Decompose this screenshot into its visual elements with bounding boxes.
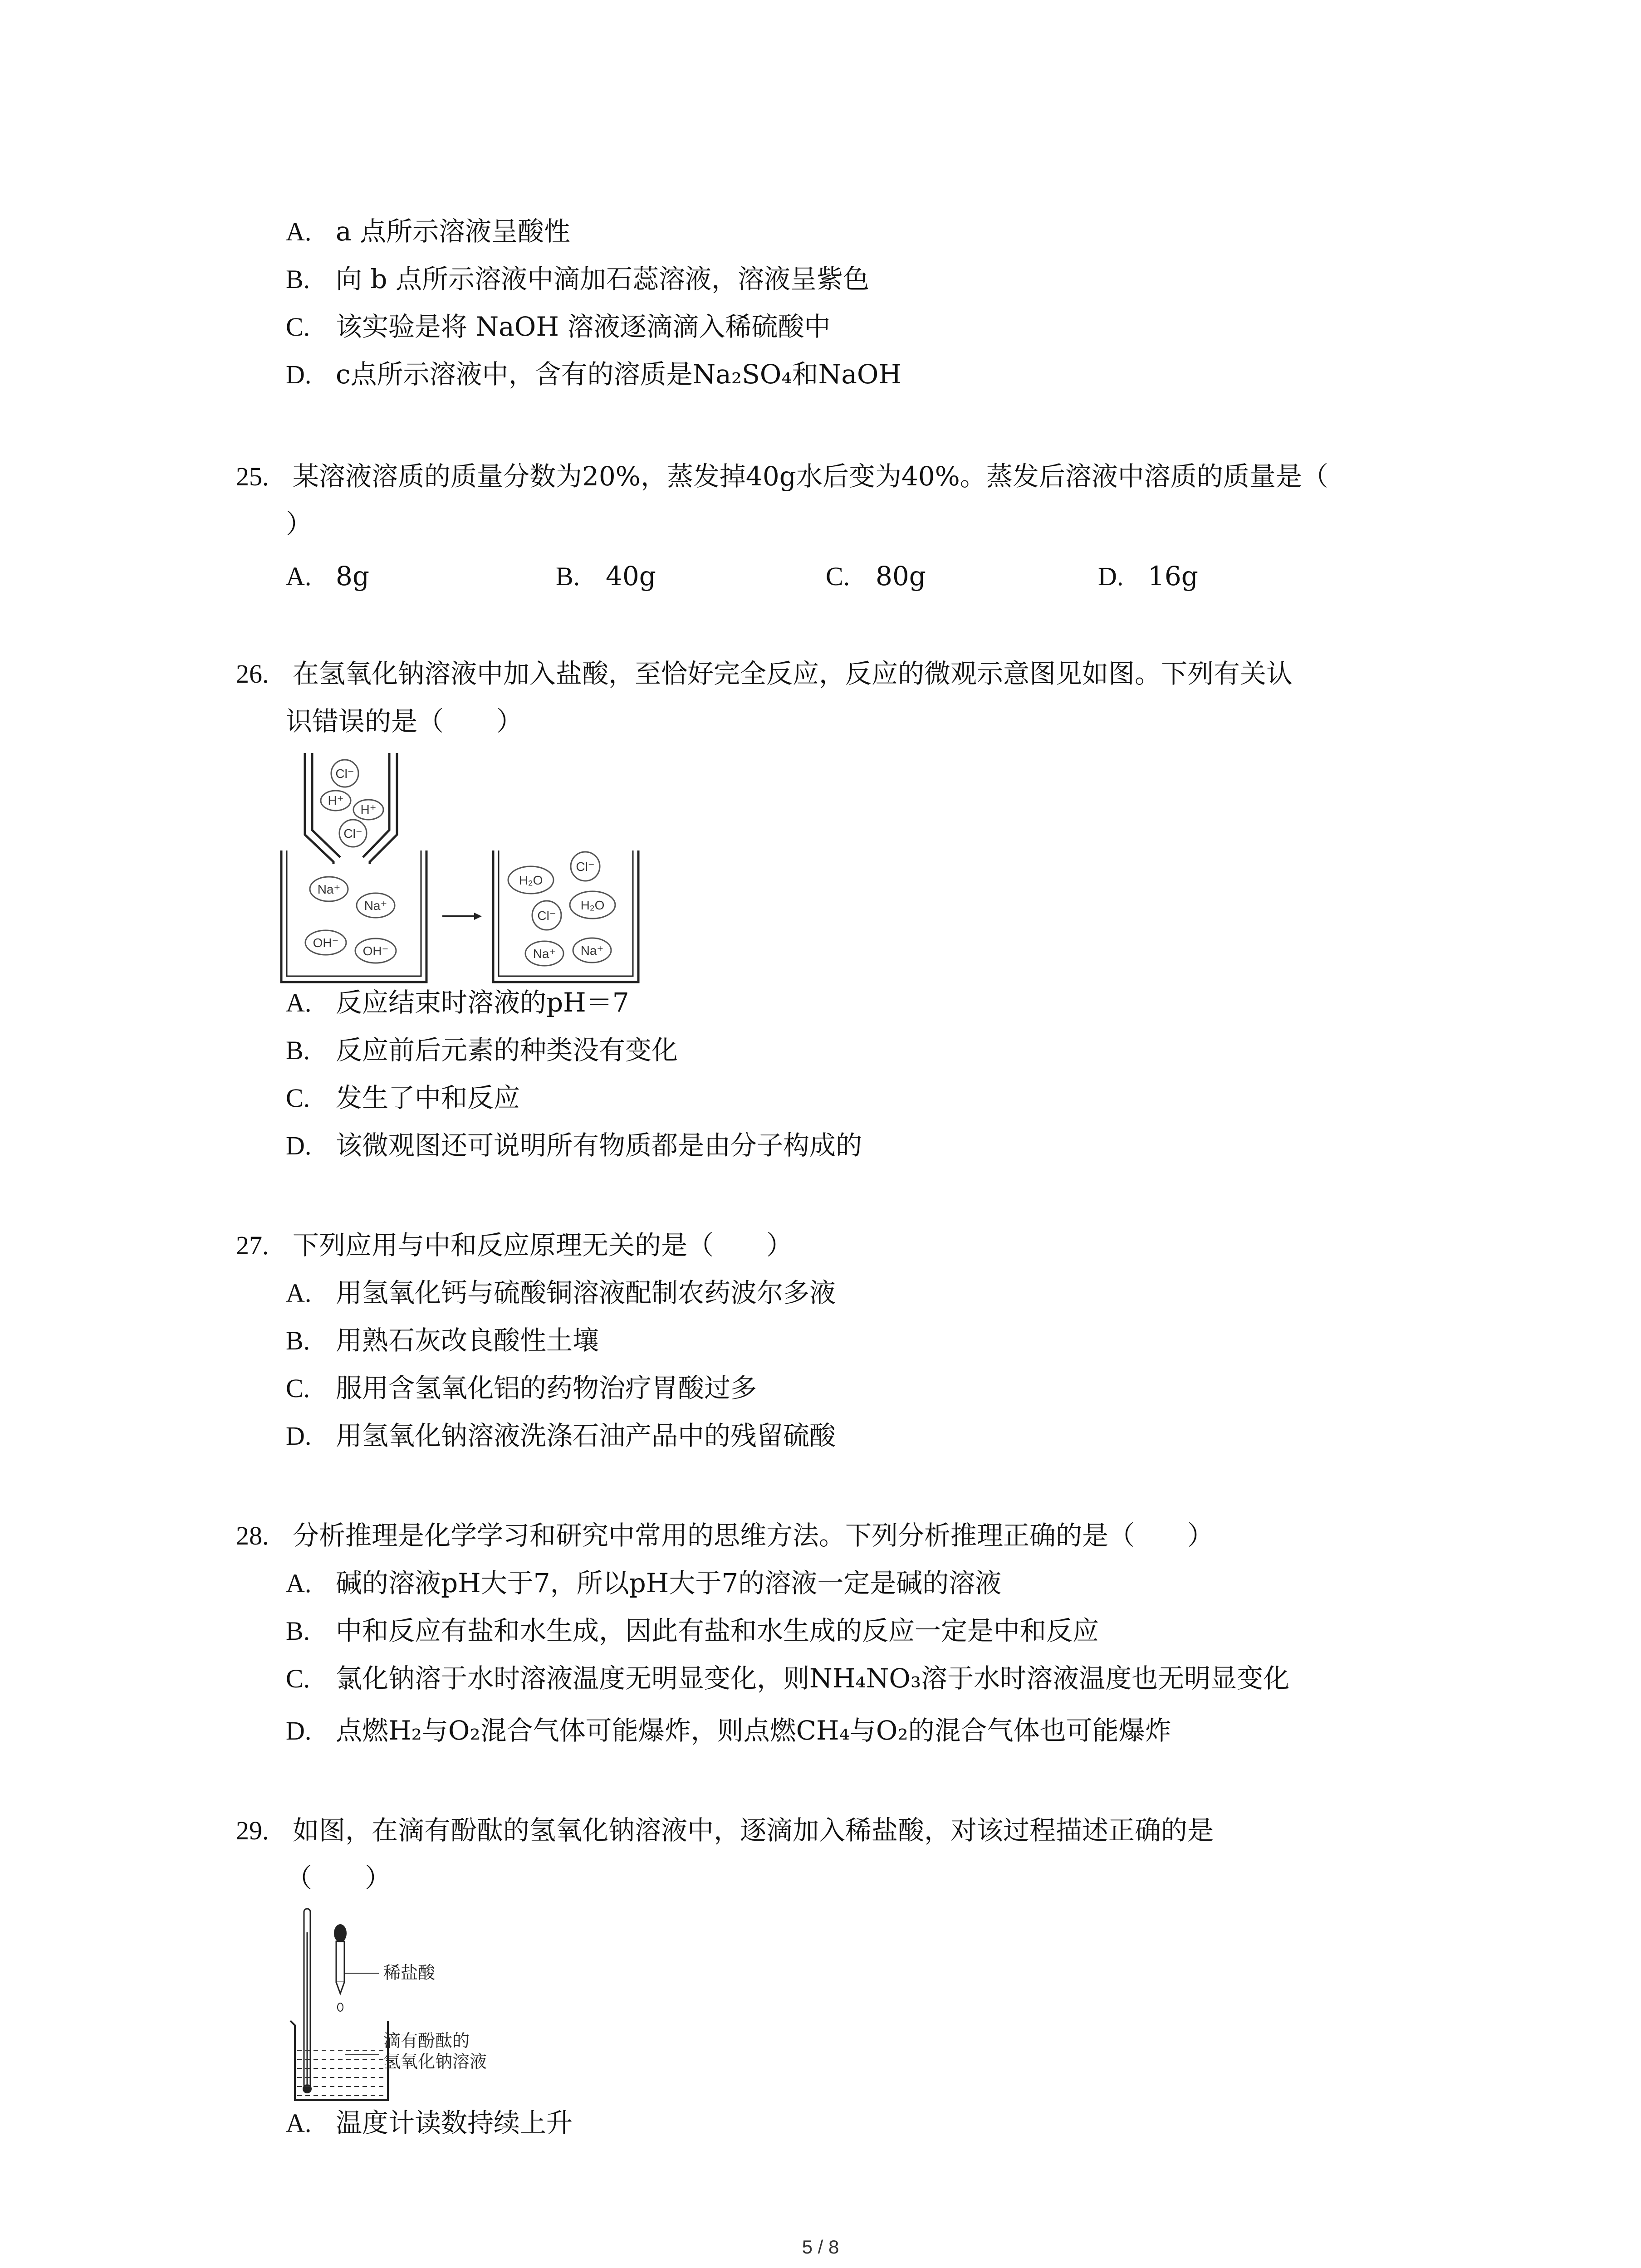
molecule-h2o [508,866,554,894]
ion-cl [532,901,561,930]
label-solution-line2: 氢氧化钠溶液 [383,2053,487,2072]
option-letter: A. [286,217,312,246]
svg-text:Cl⁻: Cl⁻ [576,860,595,874]
q29-option-a [286,2105,573,2141]
molecule-h2o [570,891,615,919]
question-number: 26. [236,659,269,689]
q25-option-c [826,558,926,595]
q26-option-a [286,984,629,1021]
option-letter: B. [556,562,580,591]
option-text: 用熟石灰改良酸性土壤 [336,1325,599,1356]
option-text: 点燃H₂与O₂混合气体可能爆炸，则点燃CH₄与O₂的混合气体也可能爆炸 [336,1715,1171,1746]
option-text: 反应结束时溶液的pH＝7 [336,987,629,1018]
label-solution-line1: 滴有酚酞的 [383,2032,470,2051]
reaction-arrow-icon [442,913,482,920]
q26-stem [236,655,1293,692]
svg-text:Na⁺: Na⁺ [317,882,341,896]
option-text: 发生了中和反应 [336,1082,520,1113]
question-text: 下列应用与中和反应原理无关的是（ ） [293,1230,793,1261]
svg-text:H₂O: H₂O [519,873,543,887]
q25-option-a [286,558,369,595]
q26-option-b [286,1032,678,1069]
question-number: 25. [236,462,269,491]
option-letter: B. [286,264,310,294]
svg-text:H⁺: H⁺ [360,802,377,816]
ion-na [573,938,611,963]
titration-apparatus-diagram [281,1905,563,2105]
question-text: 识错误的是（ ） [286,706,523,737]
option-letter: C. [286,1083,310,1113]
option-text: 用氢氧化钙与硫酸铜溶液配制农药波尔多液 [336,1277,836,1308]
option-text: 16g [1148,561,1198,591]
option-text: 8g [336,561,370,591]
question-text: 某溶液溶质的质量分数为20%，蒸发掉40g水后变为40%。蒸发后溶液中溶质的质量是（ [293,461,1328,492]
q27-option-c [286,1370,757,1407]
ion-na [525,941,563,966]
q29-stem-cont [286,1860,391,1896]
ion-oh [355,938,396,963]
q26-option-d [286,1127,862,1164]
option-letter: A. [286,1569,312,1598]
question-text: 如图，在滴有酚酞的氢氧化钠溶液中，逐滴加入稀盐酸，对该过程描述正确的是 [293,1815,1214,1846]
q24-option-b [286,261,869,298]
option-letter: D. [286,1421,312,1451]
option-text: 氯化钠溶于水时溶液温度无明显变化，则NH₄NO₃溶于水时溶液温度也无明显变化 [336,1663,1290,1694]
ion-oh [305,930,346,955]
svg-text:H₂O: H₂O [580,898,605,912]
q28-option-c [286,1660,1289,1697]
question-text: 在氢氧化钠溶液中加入盐酸，至恰好完全反应，反应的微观示意图见如图。下列有关认 [293,658,1293,689]
ion-na [310,877,348,901]
q27-option-d [286,1418,836,1454]
q24-option-c [286,308,830,345]
q24-option-a [286,213,570,250]
q27-stem [236,1227,793,1264]
q25-stem [236,458,1328,495]
ion-cl [571,852,600,881]
option-text: 中和反应有盐和水生成，因此有盐和水生成的反应一定是中和反应 [336,1615,1099,1646]
svg-text:Cl⁻: Cl⁻ [537,909,556,923]
svg-text:Cl⁻: Cl⁻ [335,767,354,781]
svg-text:H⁺: H⁺ [328,793,344,807]
dropper-icon [334,1924,379,2011]
option-letter: B. [286,1036,310,1065]
q27-option-b [286,1322,599,1359]
option-text: 向 b 点所示溶液中滴加石蕊溶液，溶液呈紫色 [336,264,870,294]
svg-text:OH⁻: OH⁻ [313,936,339,950]
q28-option-a [286,1565,1001,1602]
question-number: 29. [236,1816,269,1845]
option-letter: D. [286,1131,312,1160]
q29-stem [236,1812,1214,1849]
option-text: a 点所示溶液呈酸性 [336,216,571,247]
page-number: 5 / 8 [802,2236,839,2258]
option-letter: B. [286,1326,310,1355]
option-letter: A. [286,1278,312,1308]
q27-option-a [286,1275,836,1311]
option-letter: D. [286,360,312,389]
option-text: 用氢氧化钠溶液洗涤石油产品中的残留硫酸 [336,1420,836,1451]
option-letter: A. [286,562,312,591]
label-dilute-hcl: 稀盐酸 [383,1964,436,1983]
option-letter: B. [286,1616,310,1646]
option-text: 该微观图还可说明所有物质都是由分子构成的 [336,1130,862,1161]
question-text: 分析推理是化学学习和研究中常用的思维方法。下列分析推理正确的是（ ） [293,1520,1214,1551]
ion-h [321,791,351,811]
neutralization-micro-diagram [272,744,649,989]
question-text: （ ） [286,1862,392,1893]
svg-text:OH⁻: OH⁻ [362,944,389,958]
svg-text:Na⁺: Na⁺ [533,947,556,961]
question-number: 27. [236,1231,269,1260]
q25-stem-cont [286,506,312,542]
option-text: 该实验是将 NaOH 溶液逐滴滴入稀硫酸中 [336,311,831,342]
q26-option-c [286,1080,520,1116]
option-text: c点所示溶液中，含有的溶质是Na₂SO₄和NaOH [336,359,902,390]
q25-option-d [1098,558,1198,595]
option-letter: C. [286,1664,310,1693]
option-text: 温度计读数持续上升 [336,2107,573,2138]
svg-text:Cl⁻: Cl⁻ [343,826,362,841]
q28-option-d [286,1712,1171,1749]
q24-option-d [286,356,901,393]
ion-h [353,800,383,820]
option-letter: D. [1098,562,1124,591]
q28-stem [236,1517,1214,1554]
option-letter: C. [286,312,310,342]
option-letter: C. [826,562,850,591]
option-text: 反应前后元素的种类没有变化 [336,1035,678,1066]
option-letter: D. [286,1716,312,1745]
ion-na [357,893,395,918]
option-text: 80g [876,561,926,591]
option-letter: A. [286,988,312,1017]
q25-option-b [556,558,656,595]
ion-cl [339,820,367,847]
ion-cl [331,760,358,787]
question-text: ） [286,508,313,539]
thermometer-icon [303,1909,312,2093]
q28-option-b [286,1613,1099,1649]
option-letter: A. [286,2108,312,2138]
option-text: 服用含氢氧化铝的药物治疗胃酸过多 [336,1373,757,1403]
option-text: 40g [606,561,656,591]
q26-stem-cont [286,703,523,739]
option-text: 碱的溶液pH大于7，所以pH大于7的溶液一定是碱的溶液 [336,1568,1002,1598]
question-number: 28. [236,1521,269,1550]
svg-text:Na⁺: Na⁺ [580,943,604,958]
svg-text:Na⁺: Na⁺ [364,899,387,913]
option-letter: C. [286,1374,310,1403]
